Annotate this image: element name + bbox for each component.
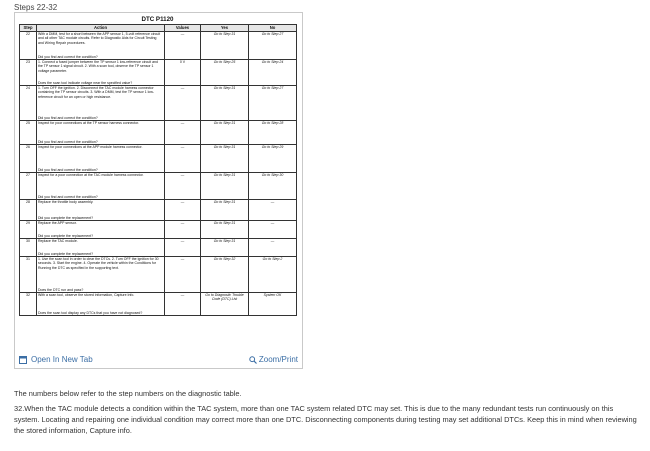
step-number: 27 (20, 173, 37, 200)
table-row (20, 86, 297, 121)
action-cell (37, 145, 165, 173)
action-question: Did you complete the replacement? (38, 251, 94, 256)
step-number: 22 (20, 32, 37, 60)
no-cell: — (249, 239, 297, 257)
value-cell: — (165, 257, 201, 293)
yes-cell: Go to Step 31 (201, 32, 249, 60)
action-text: Inspect for poor connections at the APP module harness connector. (38, 145, 143, 149)
action-cell (37, 239, 165, 257)
value-cell: — (165, 221, 201, 239)
no-cell: Go to Step 30 (249, 173, 297, 200)
description (14, 388, 639, 436)
header-step: Step (20, 25, 37, 32)
table-row (20, 293, 297, 316)
action-question: Does the DTC run and pass? (38, 287, 84, 292)
value-cell: — (165, 200, 201, 221)
yes-cell: Go to Diagnostic Trouble Code (DTC) List (201, 293, 249, 316)
action-text: 1. Connect a fused jumper between the TP sensor 1 low-reference circuit and the TP sensor 1 signal circuit. 2. With a scan tool, observe the TP sensor 1 voltage parameter. (38, 60, 158, 73)
table-row (20, 239, 297, 257)
yes-cell: Go to Step 25 (201, 60, 249, 86)
yes-cell: Go to Step 31 (201, 200, 249, 221)
action-cell (37, 200, 165, 221)
no-cell: — (249, 221, 297, 239)
value-cell: 0 V (165, 60, 201, 86)
action-cell (37, 221, 165, 239)
steps-title: Steps 22-32 (14, 3, 58, 12)
document-viewer (14, 12, 303, 369)
value-cell: — (165, 145, 201, 173)
open-in-new-tab-link[interactable] (19, 355, 93, 364)
no-cell: Go to Step 28 (249, 121, 297, 145)
table-row (20, 173, 297, 200)
step-number: 28 (20, 200, 37, 221)
action-question: Does the scan tool indicate voltage near the specified value? (38, 80, 133, 85)
table-row (20, 145, 297, 173)
action-text: Replace the APP sensor. (38, 221, 77, 225)
action-question: Did you find and correct the condition? (38, 54, 98, 59)
yes-cell: Go to Step 31 (201, 86, 249, 121)
table-row (20, 221, 297, 239)
step-number: 30 (20, 239, 37, 257)
yes-cell: Go to Step 31 (201, 121, 249, 145)
header-values: Values (165, 25, 201, 32)
dtc-table (19, 24, 297, 316)
no-cell: Go to Step 2 (249, 257, 297, 293)
action-cell (37, 60, 165, 86)
action-question: Did you complete the replacement? (38, 233, 94, 238)
action-cell (37, 293, 165, 316)
action-question: Did you find and correct the condition? (38, 167, 98, 172)
value-cell: — (165, 32, 201, 60)
no-cell: — (249, 200, 297, 221)
step-number: 24 (20, 86, 37, 121)
viewer-footer (15, 353, 302, 368)
no-cell: Go to Step 24 (249, 60, 297, 86)
no-cell: Go to Step 27 (249, 86, 297, 121)
yes-cell: Go to Step 31 (201, 239, 249, 257)
action-cell (37, 257, 165, 293)
new-tab-icon (19, 356, 27, 364)
value-cell: — (165, 121, 201, 145)
header-yes: Yes (201, 25, 249, 32)
no-cell: Go to Step 27 (249, 32, 297, 60)
description-step-32: 32.When the TAC module detects a condition within the TAC system, more than one TAC system related DTC may set. This is due to the many redundant tests run continuously on this system. Locating and repairing one individual condition may correct more than one DTC. Disconnecting components during testing may set additional DTCs. Keep this in mind when reviewing the stored information, Capture info. (14, 404, 637, 435)
action-text: Replace the throttle body assembly. (38, 200, 94, 204)
step-number: 31 (20, 257, 37, 293)
action-text: 1. Turn OFF the ignition. 2. Disconnect the TAC module harness connector containing the TP sensor circuits. 3. With a DMM, test the TP sensor 1 low-reference circuit for an open or high resistance. (38, 86, 155, 99)
yes-cell: Go to Step 31 (201, 221, 249, 239)
description-intro: The numbers below refer to the step numbers on the diagnostic table. (14, 389, 242, 398)
zoom-print-link[interactable] (249, 355, 298, 364)
table-row (20, 121, 297, 145)
step-number: 26 (20, 145, 37, 173)
action-question: Did you find and correct the condition? (38, 139, 98, 144)
table-row (20, 60, 297, 86)
magnifier-icon (249, 356, 257, 364)
open-in-new-tab-label: Open In New Tab (31, 355, 93, 364)
header-no: No (249, 25, 297, 32)
action-text: 1. Use the scan tool in order to clear the DTCs. 2. Turn OFF the ignition for 30 seconds. 3. Start the engine. 4. Operate the vehicle within the Conditions for Running the DTC as specified in the supporting text. (38, 257, 159, 270)
value-cell: — (165, 293, 201, 316)
step-number: 25 (20, 121, 37, 145)
action-cell (37, 121, 165, 145)
action-question: Did you complete the replacement? (38, 215, 94, 220)
doc-title: DTC P1120 (141, 16, 174, 23)
zoom-print-label: Zoom/Print (258, 355, 298, 364)
step-number: 23 (20, 60, 37, 86)
action-text: With a DMM, test for a short between the APP sensor 1, 5-volt reference circuit and all other TAC module circuits. Refer to Diagnostic Aids for Circuit Testing and Wiring Repair procedures. (38, 32, 161, 45)
action-text: Inspect for a poor connection at the TAC module harness connector. (38, 173, 144, 177)
value-cell: — (165, 173, 201, 200)
value-cell: — (165, 239, 201, 257)
table-header-row (20, 25, 297, 32)
table-row (20, 32, 297, 60)
action-text: Inspect for poor connections at the TP sensor harness connector. (38, 121, 140, 125)
step-number: 32 (20, 293, 37, 316)
step-number: 29 (20, 221, 37, 239)
action-cell (37, 173, 165, 200)
table-row (20, 257, 297, 293)
header-action: Action (37, 25, 165, 32)
table-row (20, 200, 297, 221)
action-question: Did you find and correct the condition? (38, 115, 98, 120)
yes-cell: Go to Step 32 (201, 257, 249, 293)
action-cell (37, 32, 165, 60)
action-question: Does the scan tool display any DTCs that you have not diagnosed? (38, 310, 143, 315)
no-cell: Go to Step 29 (249, 145, 297, 173)
no-cell: System OK (249, 293, 297, 316)
value-cell: — (165, 86, 201, 121)
yes-cell: Go to Step 31 (201, 145, 249, 173)
action-cell (37, 86, 165, 121)
action-question: Did you find and correct the condition? (38, 194, 98, 199)
diagnostic-document (19, 15, 296, 316)
action-text: Replace the TAC module. (38, 239, 78, 243)
action-text: With a scan tool, observe the stored information, Capture Info. (38, 293, 135, 297)
yes-cell: Go to Step 31 (201, 173, 249, 200)
